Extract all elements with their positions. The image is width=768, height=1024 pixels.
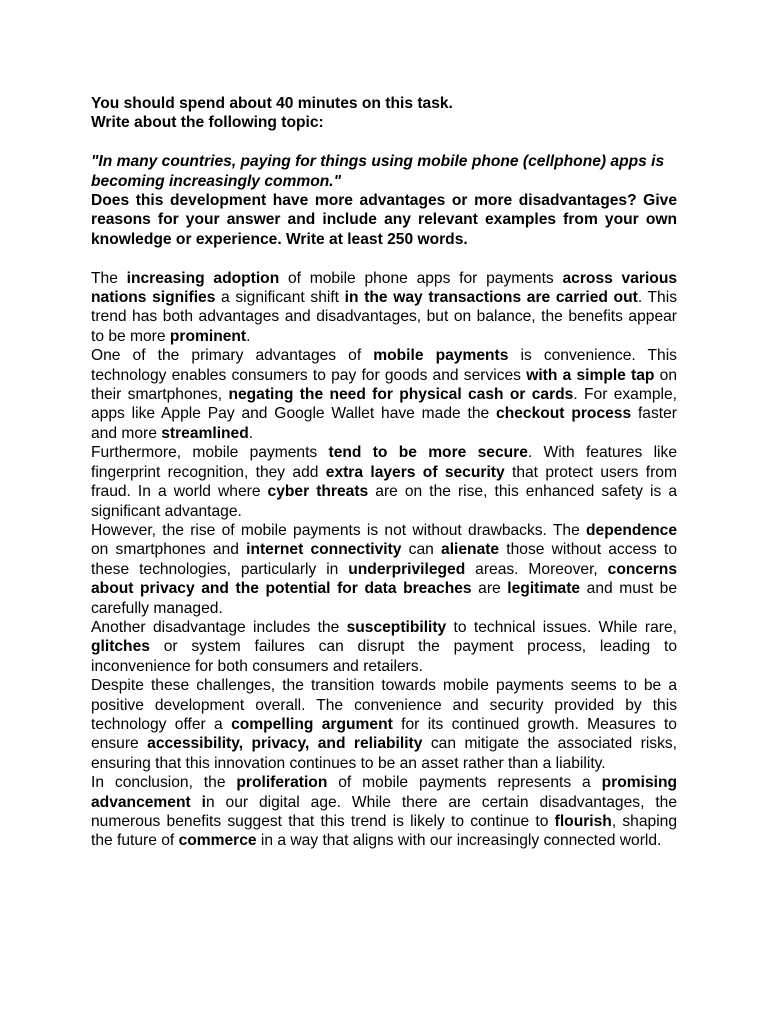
bold-phrase: dependence	[586, 521, 677, 539]
essay-paragraph-6	[91, 676, 677, 773]
text-run: those without access to these technologies, particularly in	[91, 541, 677, 578]
bold-phrase: with a simple tap	[526, 366, 655, 384]
text-run: One of the primary advantages of	[91, 347, 374, 365]
text-run: that protect users from fraud. In a world where	[91, 463, 677, 501]
text-run: or system failures can disrupt the payment process, leading to inconvenience for both consumers and retailers.	[91, 638, 677, 675]
task-prompt	[91, 94, 677, 249]
bold-phrase: accessibility, privacy, and reliability	[147, 735, 423, 753]
text-run: of mobile payments represents a	[327, 774, 602, 792]
text-run: .	[246, 327, 251, 345]
text-run: Furthermore, mobile payments	[91, 444, 329, 462]
essay-paragraph-2	[91, 346, 677, 443]
bold-phrase: mobile payments	[373, 347, 509, 365]
bold-phrase: proliferation	[236, 774, 328, 792]
text-run: can mitigate the associated risks, ensuring that this innovation continues to be an asset rather than a liability.	[91, 735, 678, 772]
text-run: for its continued growth. Measures to ensure	[91, 715, 677, 753]
text-run: n our digital age. While there are certain disadvantages, the numerous benefits suggest that this trend is likely to continue to	[91, 793, 678, 830]
text-run: is convenience. This technology enables consumers to pay for goods and services	[91, 347, 677, 384]
essay-paragraph-4	[91, 521, 677, 618]
text-run: on smartphones and	[91, 541, 247, 559]
spacer	[91, 133, 677, 152]
bold-phrase: across various nations signifies	[91, 269, 678, 307]
text-run: faster and more	[91, 405, 677, 442]
task-topic-quote: "In many countries, paying for things using mobile phone (cellphone) apps is becoming increasingly common."	[91, 153, 665, 190]
bold-phrase: internet connectivity	[246, 541, 402, 559]
bold-phrase: flourish	[554, 813, 612, 830]
bold-phrase: in the way transactions are carried out	[344, 289, 638, 307]
bold-phrase: prominent	[169, 327, 247, 345]
text-run: of mobile phone apps for payments	[279, 269, 563, 287]
bold-phrase: glitches	[91, 638, 150, 656]
text-run: a significant shift	[215, 289, 345, 307]
bold-phrase: extra layers of security	[325, 463, 505, 481]
bold-phrase: underprivileged	[348, 560, 466, 578]
text-run: . For example, apps like Apple Pay and Google Wallet have made the	[91, 386, 677, 423]
text-run: . With features like fingerprint recognition, they add	[91, 444, 677, 481]
text-run: .	[248, 424, 254, 442]
text-run: , shaping the future of	[91, 813, 677, 850]
bold-phrase: checkout process	[496, 405, 632, 423]
bold-phrase: promising advancement i	[91, 774, 677, 811]
bold-phrase: tend to be more secure	[328, 444, 528, 462]
bold-phrase: compelling argument	[231, 715, 393, 733]
bold-phrase: cyber threats	[267, 483, 369, 501]
text-run: are on the rise, this enhanced safety is a significant advantage.	[91, 483, 677, 520]
task-topic-heading: Write about the following topic:	[91, 114, 324, 132]
text-run: in a way that aligns with our increasingly connected world.	[256, 832, 662, 850]
document-page	[91, 94, 677, 851]
text-run: on their smartphones,	[91, 366, 678, 404]
essay-paragraph-5	[91, 618, 677, 676]
text-run: . This trend has both advantages and disadvantages, but on balance, the benefits appear to be more	[91, 289, 677, 345]
bold-phrase: alienate	[441, 541, 500, 559]
bold-phrase: concerns about privacy and the potential for data breaches	[91, 560, 678, 598]
essay-paragraph-1	[91, 269, 677, 347]
essay-body	[91, 269, 677, 851]
text-run: However, the rise of mobile payments is not without drawbacks. The	[91, 521, 586, 539]
bold-phrase: streamlined	[161, 424, 249, 442]
bold-phrase: increasing adoption	[126, 269, 280, 287]
text-run: In conclusion, the	[91, 774, 237, 792]
text-run: to technical issues. While rare,	[446, 618, 677, 636]
text-run: Another disadvantage includes the	[91, 618, 347, 636]
text-run: Despite these challenges, the transition towards mobile payments seems to be a positive development overall. The convenience and security provided by this technology offer a	[91, 677, 677, 733]
essay-paragraph-7	[91, 773, 677, 851]
text-run: are	[471, 580, 508, 598]
bold-phrase: negating the need for physical cash or cards	[228, 386, 574, 404]
bold-phrase: commerce	[178, 832, 257, 850]
bold-phrase: susceptibility	[346, 618, 447, 636]
task-instructions: Does this development have more advantages or more disadvantages? Give reasons for your answer and include any relevant examples from your own knowledge or experience. Write at least 250 words.	[91, 192, 677, 248]
text-run: The	[91, 269, 127, 287]
text-run: areas. Moreover,	[465, 560, 608, 578]
text-run: can	[401, 541, 442, 559]
text-run: and must be carefully managed.	[91, 580, 678, 617]
essay-paragraph-3	[91, 443, 677, 521]
task-time-instruction: You should spend about 40 minutes on this task.	[91, 95, 453, 112]
bold-phrase: legitimate	[507, 580, 581, 598]
